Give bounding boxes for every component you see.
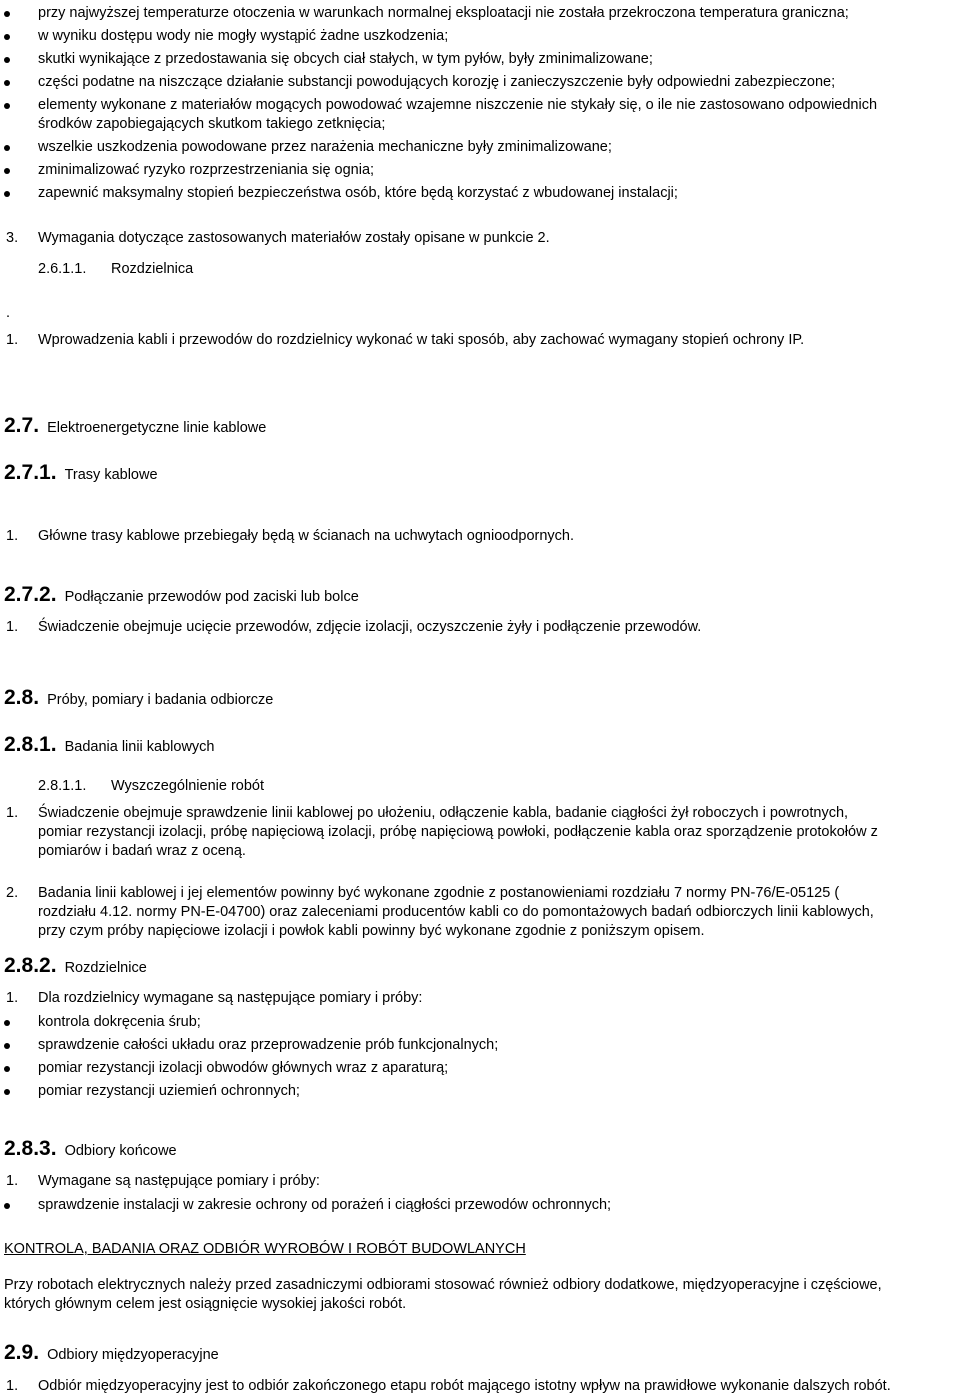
heading-number: 2.8. [4, 686, 40, 709]
list-item: części podatne na niszczące działanie substancji powodujących korozję i zanieczyszczenie były odpowiedni zabezpieczone; [38, 74, 836, 90]
bullet [4, 1203, 10, 1209]
bullet [4, 1020, 10, 1026]
kontrola-title: KONTROLA, BADANIA ORAZ ODBIÓR WYROBÓW I ROBÓT BUDOWLANYCH [4, 1241, 526, 1257]
bullet [4, 1089, 10, 1095]
section-heading-2-7-1 [4, 462, 158, 486]
heading-title: Próby, pomiary i badania odbiorcze [47, 692, 274, 708]
bullet [4, 11, 10, 17]
item-number: 1. [6, 528, 19, 544]
item-number: 1. [6, 619, 19, 635]
section-heading-2-8-1 [4, 734, 215, 758]
stray-dot: . [6, 305, 11, 321]
list-item: sprawdzenie całości układu oraz przeprowadzenie prób funkcjonalnych; [38, 1037, 499, 1053]
list-item: elementy wykonane z materiałów mogących powodować wzajemne niszczenie nie stykały się, o ile nie zastosowano odpowiednich [38, 97, 878, 113]
list-item: sprawdzenie instalacji w zakresie ochrony od porażeń i ciągłości przewodów ochronnych; [38, 1197, 612, 1213]
bullet [4, 57, 10, 63]
paragraph-line: rozdziału 4.12. normy PN-E-04700) oraz zaleceniami producentów kabli co do pomontażowych badań odbiorczych linii kablowych, [38, 904, 874, 920]
paragraph-line: pomiar rezystancji izolacji, próbę napięciową izolacji, próbę napięciową powłoki, podłączenie kabla oraz sporządzenie protokołów z [38, 824, 878, 840]
bullet [4, 145, 10, 151]
item-text: Wprowadzenia kabli i przewodów do rozdzielnicy wykonać w taki sposób, aby zachować wymagany stopień ochrony IP. [38, 332, 805, 348]
paragraph-line: Przy robotach elektrycznych należy przed zasadniczymi odbiorami stosować również odbiory dodatkowe, międzyoperacyjne i częściowe, [4, 1277, 882, 1293]
paragraph-line: których głównym celem jest osiągnięcie wysokiej jakości robót. [4, 1296, 407, 1312]
subsection-title: Wyszczególnienie robót [111, 778, 265, 794]
list-item: kontrola dokręcenia śrub; [38, 1014, 201, 1030]
bullet [4, 1066, 10, 1072]
subsection-number: 2.8.1.1. [38, 778, 87, 794]
bullet [4, 80, 10, 86]
subsection-number: 2.6.1.1. [38, 261, 87, 277]
list-item-continuation: środków zapobiegających skutkom takiego zetknięcia; [38, 116, 386, 132]
item-number: 3. [6, 230, 19, 246]
item-number: 1. [6, 1378, 19, 1394]
list-item: pomiar rezystancji izolacji obwodów głównych wraz z aparaturą; [38, 1060, 449, 1076]
heading-number: 2.7. [4, 414, 40, 437]
heading-title: Badania linii kablowych [64, 739, 215, 755]
item-text: Odbiór międzyoperacyjny jest to odbiór zakończonego etapu robót mającego istotny wpływ na prawidłowe wykonanie dalszych robót. [38, 1378, 891, 1394]
paragraph-line: przy czym próby napięciowe izolacji i powłok kabli powinny być wykonane zgodnie z poniższym opisem. [38, 923, 705, 939]
section-heading-2-7 [4, 415, 266, 439]
item-text: Główne trasy kablowe przebiegały będą w ścianach na uchwytach ognioodpornych. [38, 528, 575, 544]
item-number: 1. [6, 332, 19, 348]
item-text: Świadczenie obejmuje ucięcie przewodów, zdjęcie izolacji, oczyszczenie żyły i podłączenie przewodów. [38, 619, 702, 635]
heading-number: 2.8.2. [4, 954, 57, 977]
heading-title: Podłączanie przewodów pod zaciski lub bolce [64, 589, 359, 605]
item-number: 2. [6, 885, 19, 901]
item-number: 1. [6, 805, 19, 821]
paragraph-line: Badania linii kablowej i jej elementów powinny być wykonane zgodnie z postanowieniami rozdziału 7 normy PN-76/E-05125 ( [38, 885, 840, 901]
heading-title: Odbiory międzyoperacyjne [47, 1347, 219, 1363]
heading-number: 2.7.2. [4, 583, 57, 606]
item-text: Wymagane są następujące pomiary i próby: [38, 1173, 320, 1189]
list-item: wszelkie uszkodzenia powodowane przez narażenia mechaniczne były zminimalizowane; [38, 139, 612, 155]
heading-number: 2.7.1. [4, 461, 57, 484]
subsection-title: Rozdzielnica [111, 261, 194, 277]
heading-title: Odbiory końcowe [64, 1143, 177, 1159]
item-text: Wymagania dotyczące zastosowanych materiałów zostały opisane w punkcie 2. [38, 230, 550, 246]
item-number: 1. [6, 990, 19, 1006]
paragraph-line: Świadczenie obejmuje sprawdzenie linii kablowej po ułożeniu, odłączenie kabla, badanie ciągłości żył roboczych i powrotnych, [38, 805, 849, 821]
bullet [4, 191, 10, 197]
item-text: Dla rozdzielnicy wymagane są następujące pomiary i próby: [38, 990, 423, 1006]
paragraph-line: pomiarów i badań wraz z oceną. [38, 843, 246, 859]
item-number: 1. [6, 1173, 19, 1189]
list-item: skutki wynikające z przedostawania się obcych ciał stałych, w tym pyłów, były zminimalizowane; [38, 51, 653, 67]
heading-number: 2.8.1. [4, 733, 57, 756]
heading-title: Rozdzielnice [64, 960, 147, 976]
heading-title: Trasy kablowe [64, 467, 158, 483]
bullet [4, 1043, 10, 1049]
heading-number: 2.9. [4, 1341, 40, 1364]
bullet [4, 168, 10, 174]
section-heading-2-8-3 [4, 1138, 177, 1162]
section-heading-2-8-2 [4, 955, 147, 979]
bullet [4, 103, 10, 109]
section-heading-2-9 [4, 1342, 219, 1366]
list-item: pomiar rezystancji uziemień ochronnych; [38, 1083, 300, 1099]
heading-title: Elektroenergetyczne linie kablowe [47, 420, 267, 436]
list-item: zminimalizować ryzyko rozprzestrzeniania się ognia; [38, 162, 375, 178]
list-item: zapewnić maksymalny stopień bezpieczeństwa osób, które będą korzystać z wbudowanej instalacji; [38, 185, 678, 201]
heading-number: 2.8.3. [4, 1137, 57, 1160]
bullet [4, 34, 10, 40]
list-item: przy najwyższej temperaturze otoczenia w warunkach normalnej eksploatacji nie została przekroczona temperatura graniczna; [38, 5, 849, 21]
section-heading-2-8 [4, 687, 273, 711]
list-item: w wyniku dostępu wody nie mogły wystąpić żadne uszkodzenia; [38, 28, 449, 44]
section-heading-2-7-2 [4, 584, 359, 608]
